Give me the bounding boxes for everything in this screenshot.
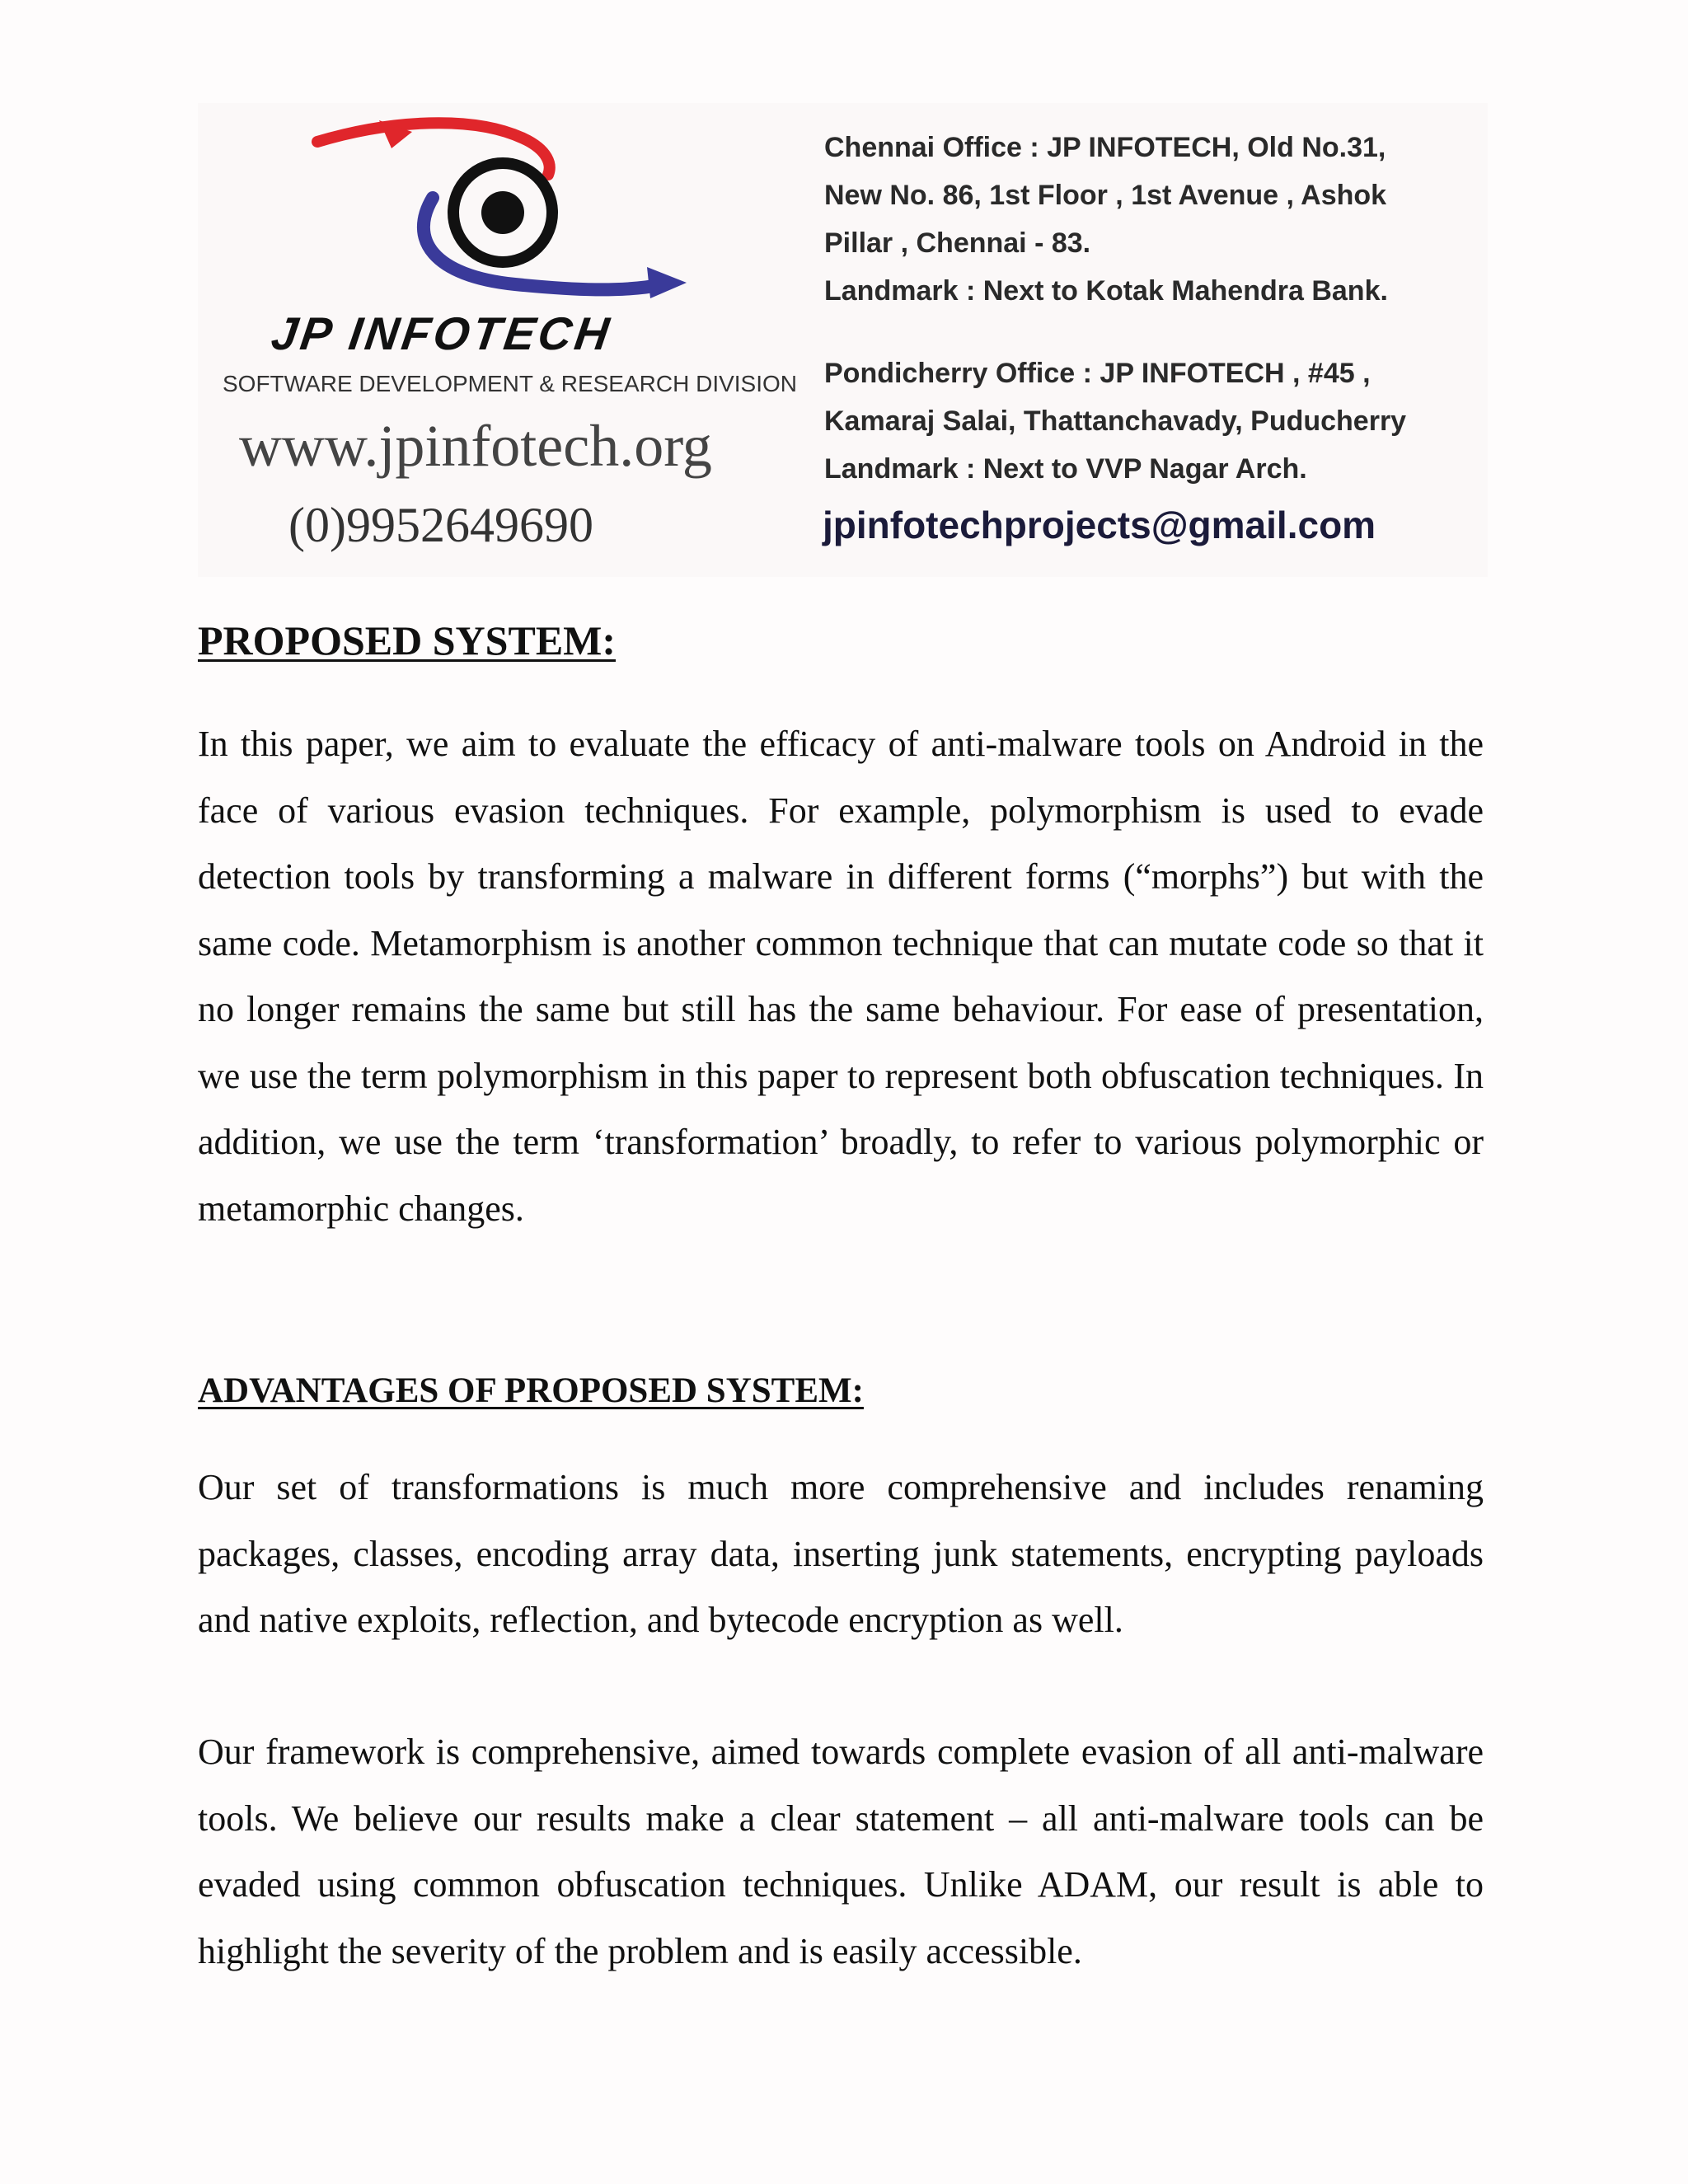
pondicherry-office-line: Kamaraj Salai, Thattanchavady, Puducherry bbox=[824, 405, 1407, 437]
brand-name: JP INFOTECH bbox=[268, 307, 616, 359]
advantages-paragraph-2: Our framework is comprehensive, aimed towards complete evasion of all anti-malware tools. We believe our results make a clear statement – all anti-malware tools can be evaded using common obfuscation techniques. Unlike ADAM, our result is able to highlight the severity of the problem and is easily accessible. bbox=[198, 1732, 1484, 1971]
pondicherry-landmark: Landmark : Next to VVP Nagar Arch. bbox=[824, 453, 1307, 485]
office-spacer bbox=[824, 315, 1484, 349]
chennai-office-line: Pillar , Chennai - 83. bbox=[824, 227, 1091, 259]
division-name: SOFTWARE DEVELOPMENT & RESEARCH DIVISION bbox=[223, 371, 798, 396]
proposed-system-heading: PROPOSED SYSTEM: bbox=[198, 617, 617, 663]
phone-number: (0)9952649690 bbox=[288, 498, 593, 552]
inner-dot-icon bbox=[481, 191, 524, 234]
advantages-paragraph-1: Our set of transformations is much more comprehensive and includes renaming packages, classes, encoding array data, inserting junk statements, encrypting payloads and native exploits, reflection, and bytecode encryption as well. bbox=[198, 1467, 1484, 1640]
office-addresses bbox=[824, 124, 1484, 493]
advantages-heading: ADVANTAGES OF PROPOSED SYSTEM: bbox=[198, 1371, 864, 1410]
blue-arrow-head-icon bbox=[647, 267, 687, 298]
contact-email: jpinfotechprojects@gmail.com bbox=[823, 504, 1376, 546]
chennai-office-line: New No. 86, 1st Floor , 1st Avenue , Ashok bbox=[824, 180, 1387, 211]
proposed-system-paragraph: In this paper, we aim to evaluate the efficacy of anti-malware tools on Android in the face of various evasion techniques. For example, polymorphism is used to evade detection tools by transforming a malware in different forms (“morphs”) but with the same code. Metamorphism is another common technique that can mutate code so that it no longer remains the same but still has the same behaviour. For ease of presentation, we use the term polymorphism in this paper to represent both obfuscation techniques. In addition, we use the term ‘transformation’ broadly, to refer to various polymorphic or metamorphic changes. bbox=[198, 724, 1484, 1229]
letterhead-banner bbox=[198, 103, 1488, 577]
chennai-office-line: Chennai Office : JP INFOTECH, Old No.31, bbox=[824, 132, 1386, 163]
pondicherry-office-line: Pondicherry Office : JP INFOTECH , #45 , bbox=[824, 358, 1371, 389]
chennai-landmark: Landmark : Next to Kotak Mahendra Bank. bbox=[824, 275, 1388, 307]
website-url: www.jpinfotech.org bbox=[239, 413, 712, 479]
company-logo-icon bbox=[301, 115, 771, 321]
